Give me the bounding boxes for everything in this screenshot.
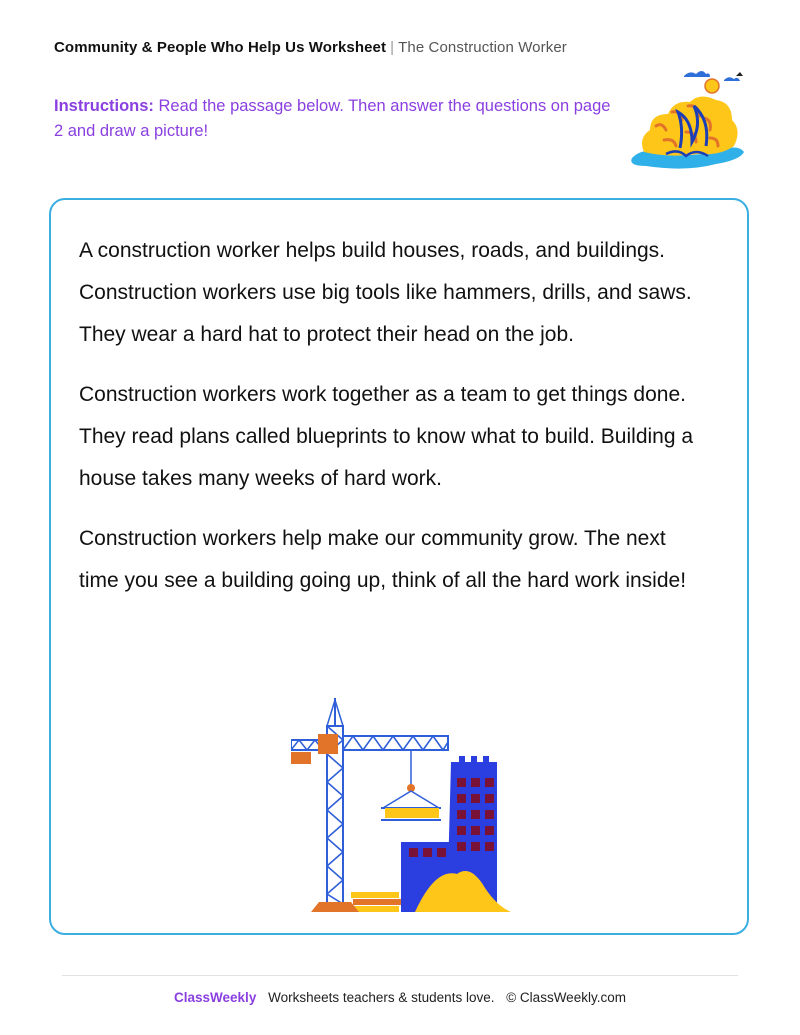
instructions-text: Read the passage below. Then answer the questions on page 2 and draw a picture! — [54, 97, 611, 140]
footer-copyright: © ClassWeekly.com — [506, 990, 626, 1005]
passage-card — [49, 198, 749, 935]
worksheet-title: Community & People Who Help Us Worksheet — [54, 39, 387, 56]
footer-brand: ClassWeekly — [174, 990, 257, 1005]
worksheet-header — [54, 39, 567, 56]
instructions — [54, 94, 614, 144]
footer-tagline: Worksheets teachers & students love. — [268, 990, 495, 1005]
header-separator: | — [390, 39, 395, 56]
passage-paragraph-2: Construction workers work together as a team to get things done. They read plans called blueprints to know what to build. Building a house takes many weeks of hard work. — [79, 383, 694, 490]
crane-building-illustration-icon — [291, 696, 516, 916]
passage-paragraph-1: A construction worker helps build houses, roads, and buildings. Construction workers use big tools like hammers, drills, and saws. They wear a hard hat to protect their head on the job. — [79, 239, 692, 346]
footer — [0, 990, 800, 1005]
reading-passage — [79, 230, 699, 620]
footer-divider — [62, 975, 738, 976]
rocks-illustration-icon — [626, 66, 748, 174]
passage-paragraph-3: Construction workers help make our community grow. The next time you see a building going up, think of all the hard work inside! — [79, 527, 687, 592]
worksheet-subtitle: The Construction Worker — [398, 39, 567, 56]
instructions-label: Instructions: — [54, 97, 154, 115]
